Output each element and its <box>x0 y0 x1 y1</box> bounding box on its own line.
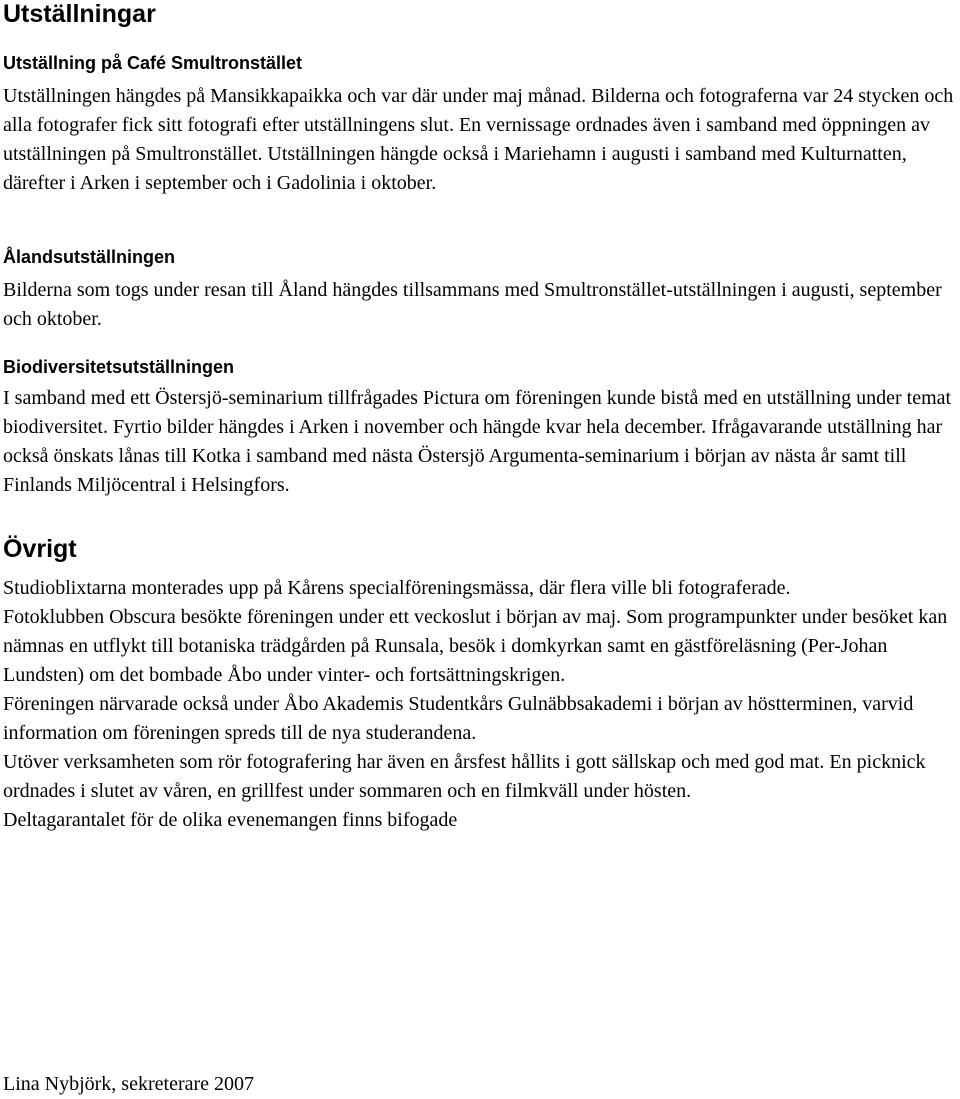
section-title-cafe-exhibition: Utställning på Café Smultronstället <box>3 53 303 73</box>
section-title-aland-exhibition: Ålandsutställningen <box>3 247 176 267</box>
other-paragraph-social-events: Utöver verksamheten som rör fotografering har även en årsfest hållits i gott sällskap och med god mat. En picknick ordnades i slutet av våren, en grillfest under sommaren och en filmkväll under hösten. <box>3 751 926 802</box>
section-body-aland-exhibition: Bilderna som togs under resan till Åland hängdes tillsammans med Smultronstället-utställningen i augusti, september och oktober. <box>3 279 942 330</box>
other-paragraph-gulnabb-academy: Föreningen närvarade också under Åbo Akademis Studentkårs Gulnäbbsakademi i början av höstterminen, varvid information om föreningen spreds till de nya studerandena. <box>3 693 914 744</box>
page-title: Utställningar <box>3 0 156 28</box>
section-body-biodiversity-exhibition: I samband med ett Östersjö-seminarium tillfrågades Pictura om föreningen kunde bistå med en utställning under temat biodiversitet. Fyrtio bilder hängdes i Arken i november och hängde kvar hela december. Ifrågavarande utställning har också önskats lånas till Kotka i samband med nästa Östersjö Argumenta-seminarium i början av nästa år samt till Finlands Miljöcentral i Helsingfors. <box>3 387 952 496</box>
signature: Lina Nybjörk, sekreterare 2007 <box>3 1073 255 1095</box>
section-title-biodiversity-exhibition: Biodiversitetsutställningen <box>3 357 235 377</box>
other-section-body <box>3 574 955 835</box>
other-paragraph-obscura-visit: Fotoklubben Obscura besökte föreningen under ett veckoslut i början av maj. Som programpunkter under besöket kan nämnas en utflykt till botaniska trädgården på Runsala, besök i domkyrkan samt en gästföreläsning (Per-Johan Lundsten) om det bombade Åbo under vinter- och fortsättningskrigen. <box>3 606 948 686</box>
other-heading: Övrigt <box>3 535 77 563</box>
section-body-cafe-exhibition: Utställningen hängdes på Mansikkapaikka och var där under maj månad. Bilderna och fotograferna var 24 stycken och alla fotografer fick sitt fotografi efter utställningens slut. En vernissage ordnades även i samband med öppningen av utställningen på Smultronstället. Utställningen hängde också i Mariehamn i augusti i samband med Kulturnatten, därefter i Arken i september och i Gadolinia i oktober. <box>3 85 954 194</box>
other-paragraph-studio-flashes: Studioblixtarna monterades upp på Kårens specialföreningsmässa, där flera ville bli fotograferade. <box>3 577 791 599</box>
other-paragraph-attendance: Deltagarantalet för de olika evenemangen finns bifogade <box>3 809 458 831</box>
